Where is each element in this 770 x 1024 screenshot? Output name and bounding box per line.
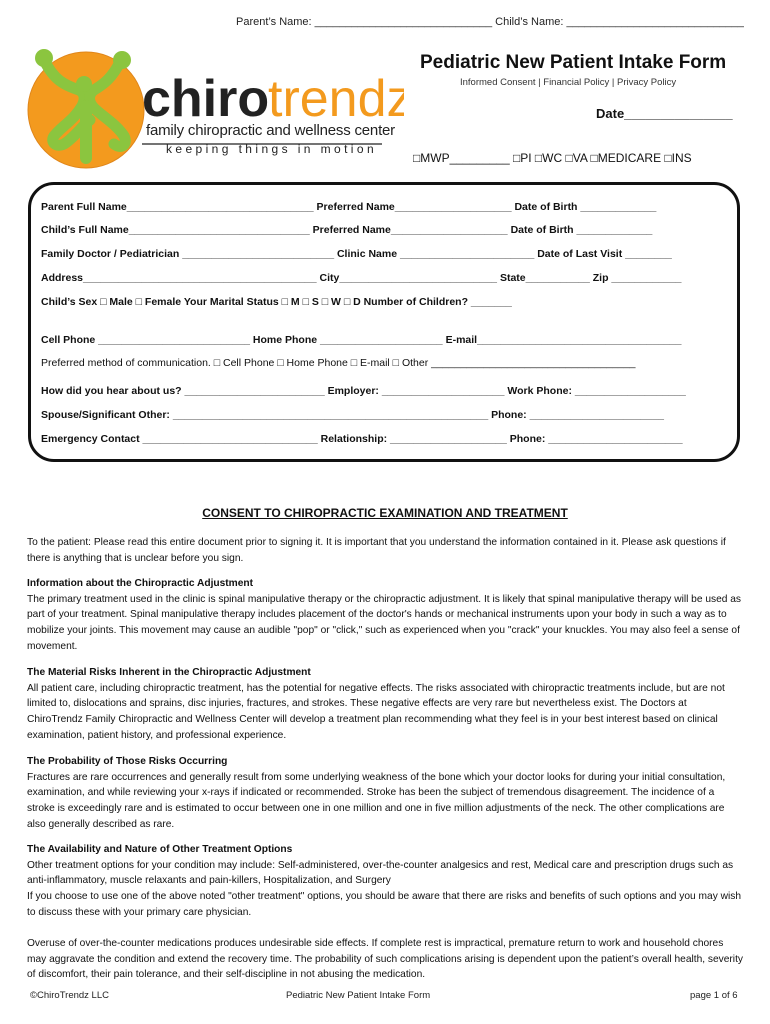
row-emergency[interactable]: Emergency Contact ______________________________ Relationship: ____________________ Phone: _______________________ <box>41 433 683 445</box>
form-subtitle: Informed Consent | Financial Policy | Privacy Policy <box>460 77 677 88</box>
section-material-risks <box>27 665 743 744</box>
section-heading: The Probability of Those Risks Occurring <box>27 756 228 767</box>
case-type-checkboxes[interactable]: □MWP_________ □PI □WC □VA □MEDICARE □INS <box>413 151 692 165</box>
row-spouse[interactable]: Spouse/Significant Other: ______________________________________________________ Phone: _______________________ <box>41 409 664 421</box>
section-probability <box>27 754 743 833</box>
row-sex-marital[interactable]: Child’s Sex □ Male □ Female Your Marital Status □ M □ S □ W □ D Number of Children? _______ <box>41 296 512 308</box>
section-overuse: Overuse of over-the-counter medications produces undesirable side effects. If complete rest is impractical, premature return to work and household chores may aggravate the condition and extend the recovery time. The probability of such complications arising is dependent upon the patient’s overall health, severity of discomfort, their pain tolerance, and their self-discipline in not abusing the medication. <box>27 938 743 981</box>
row-family-doctor[interactable]: Family Doctor / Pediatrician __________________________ Clinic Name _______________________ Date of Last Visit ________ <box>41 248 672 260</box>
row-referral[interactable]: How did you hear about us? ________________________ Employer: _____________________ Work Phone: ___________________ <box>41 385 686 397</box>
consent-intro: To the patient: Please read this entire document prior to signing it. It is important that you understand the information contained in it. Please ask questions if there is anything that is unclear before you sign. <box>27 537 726 564</box>
date-field[interactable]: Date_______________ <box>596 106 733 121</box>
row-parent-name[interactable]: Parent Full Name________________________________ Preferred Name____________________ Date of Birth _____________ <box>41 201 657 213</box>
section-body: All patient care, including chiropractic treatment, has the potential for negative effects. The risks associated with chiropractic treatments include, but are not limited to, dislocations and sprains, disc injuries, fractures, and strokes. These negative effects are very rare but nevertheless exist. The Doctors at ChiroTrendz Family Chiropractic and Wellness Center will develop a treatment plan recommending what they feel is in your best interest based on clinical examination, patient history, and professional experience. <box>27 682 725 741</box>
brand-subtitle: family chiropractic and wellness center <box>146 122 395 139</box>
parent-child-name-line: Parent’s Name: _____________________________ Child’s Name: _____________________________ <box>236 16 744 28</box>
section-other-options <box>27 842 743 921</box>
row-phones[interactable]: Cell Phone __________________________ Home Phone _____________________ E-mail___________________________________ <box>41 334 682 346</box>
section-heading: Information about the Chiropractic Adjustment <box>27 578 254 589</box>
brand-tagline: keeping things in motion <box>166 142 378 156</box>
section-body: Other treatment options for your condition may include: Self-administered, over-the-counter analgesics and rest, Medical care and prescription drugs such as anti-inflammatory, muscle relaxants and pain-killers, Hospitalization, and Surgery <box>27 859 734 887</box>
brand-chiro: chiro <box>142 70 270 128</box>
footer-copyright: ©ChiroTrendz LLC <box>30 990 109 1001</box>
section-body: Fractures are rare occurrences and generally result from some underlying weakness of the bone which your doctor looks for during your initial consultation, examination, and while reviewing your x-rays if indicated or recommended. Stroke has been the subject of tremendous disagreement. The incidence of a stroke is exceedingly rare and is estimated to occur between one in one million and one in five million adjustments of the neck. The other complications are also generally described as rare. <box>27 771 726 830</box>
footer-form-name: Pediatric New Patient Intake Form <box>286 990 431 1001</box>
form-title: Pediatric New Patient Intake Form <box>420 52 727 73</box>
footer-page-number: page 1 of 6 <box>690 990 738 1001</box>
row-child-name[interactable]: Child’s Full Name_______________________________ Preferred Name____________________ Date of Birth _____________ <box>41 224 653 236</box>
section-adjustment <box>27 576 743 655</box>
row-communication[interactable]: Preferred method of communication. □ Cell Phone □ Home Phone □ E-mail □ Other ___________________________________ <box>41 357 636 369</box>
section-body: If you choose to use one of the above noted "other treatment" options, you should be aware that there are risks and benefits of such options and you may wish to discuss these with your primary care physician. <box>27 891 742 918</box>
brand-trendz: trendz <box>268 70 404 128</box>
section-heading: The Availability and Nature of Other Treatment Options <box>27 844 293 855</box>
row-address[interactable]: Address________________________________________ City___________________________ State___________ Zip ____________ <box>41 272 682 284</box>
section-heading: The Material Risks Inherent in the Chiropractic Adjustment <box>27 667 311 678</box>
section-body: The primary treatment used in the clinic is spinal manipulative therapy or the chiropractic adjustment. It is likely that spinal manipulative therapy will be used as part of your treatment. Spinal manipulative therapy includes placement of the doctor's hands or mechanical instruments upon your body in such a way as to mobilize your joints. This movement may cause an audible "pop" or "click," such as experienced when you "crack" your knuckles. You may also feel a sense of movement. <box>27 593 742 652</box>
consent-title: CONSENT TO CHIROPRACTIC EXAMINATION AND TREATMENT <box>202 506 568 520</box>
